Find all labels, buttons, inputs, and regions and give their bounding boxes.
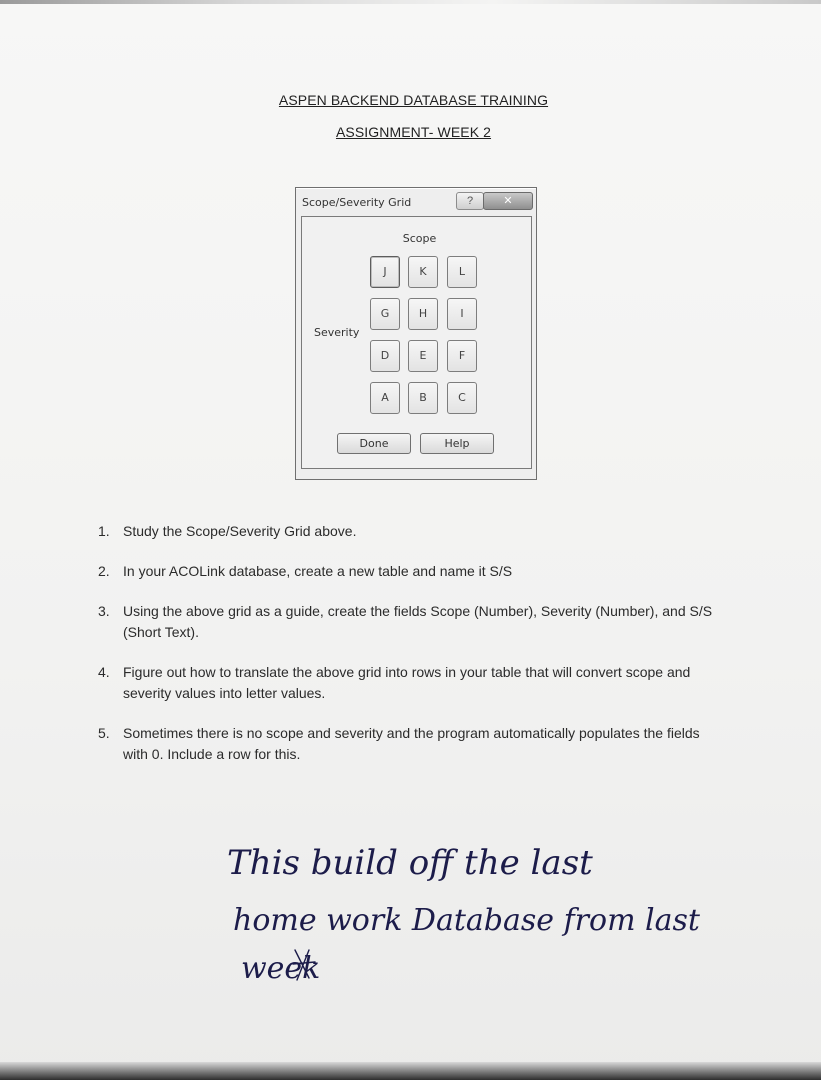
handwritten-note xyxy=(225,832,735,1002)
grid-cell-h[interactable]: H xyxy=(408,298,438,330)
item-text: In your ACOLink database, create a new table and name it S/S xyxy=(123,563,513,579)
item-number: 1. xyxy=(98,523,110,539)
grid-cell-f[interactable]: F xyxy=(447,340,477,372)
scope-severity-grid xyxy=(370,256,484,418)
grid-cell-i[interactable]: I xyxy=(447,298,477,330)
instructions-list xyxy=(98,521,728,784)
list-item xyxy=(98,723,728,765)
hw-line-2: home work Database from last xyxy=(233,903,700,938)
scope-label: Scope xyxy=(402,232,437,245)
dialog-body xyxy=(301,216,532,469)
grid-cell-b[interactable]: B xyxy=(408,382,438,414)
severity-label: Severity xyxy=(314,326,360,339)
handwritten-note-graphic xyxy=(225,832,735,1002)
item-text: Figure out how to translate the above grid into rows in your table that will convert scope and severity values into letter values. xyxy=(123,664,691,701)
grid-cell-j[interactable]: J xyxy=(370,256,400,288)
grid-cell-g[interactable]: G xyxy=(370,298,400,330)
item-number: 3. xyxy=(98,603,110,619)
hw-line-1: This build off the last xyxy=(227,843,593,883)
grid-cell-e[interactable]: E xyxy=(408,340,438,372)
title-bar-buttons xyxy=(456,192,532,210)
help-button[interactable]: Help xyxy=(420,433,494,454)
hw-line-3: week xyxy=(241,951,321,986)
grid-cell-a[interactable]: A xyxy=(370,382,400,414)
grid-cell-d[interactable]: D xyxy=(370,340,400,372)
list-item xyxy=(98,601,728,643)
list-item xyxy=(98,561,728,582)
document-subtitle: ASSIGNMENT- WEEK 2 xyxy=(335,124,492,140)
done-button[interactable]: Done xyxy=(337,433,411,454)
item-number: 2. xyxy=(98,563,110,579)
grid-cell-k[interactable]: K xyxy=(408,256,438,288)
list-item xyxy=(98,662,728,704)
dialog-title: Scope/Severity Grid xyxy=(302,196,412,209)
scan-edge-bottom xyxy=(0,1062,821,1080)
item-text: Sometimes there is no scope and severity and the program automatically populates the fields with 0. Include a row for this. xyxy=(123,725,700,762)
item-number: 4. xyxy=(98,664,110,680)
grid-cell-l[interactable]: L xyxy=(447,256,477,288)
help-icon[interactable]: ? xyxy=(456,192,484,210)
item-text: Using the above grid as a guide, create the fields Scope (Number), Severity (Number), and S/S (Short Text). xyxy=(123,603,713,640)
document-title: ASPEN BACKEND DATABASE TRAINING xyxy=(278,92,549,108)
grid-cell-c[interactable]: C xyxy=(447,382,477,414)
scan-edge-top xyxy=(0,0,821,4)
close-icon[interactable]: ✕ xyxy=(483,192,533,210)
item-number: 5. xyxy=(98,725,110,741)
item-text: Study the Scope/Severity Grid above. xyxy=(123,523,357,539)
list-item xyxy=(98,521,728,542)
scope-severity-dialog xyxy=(295,187,537,480)
